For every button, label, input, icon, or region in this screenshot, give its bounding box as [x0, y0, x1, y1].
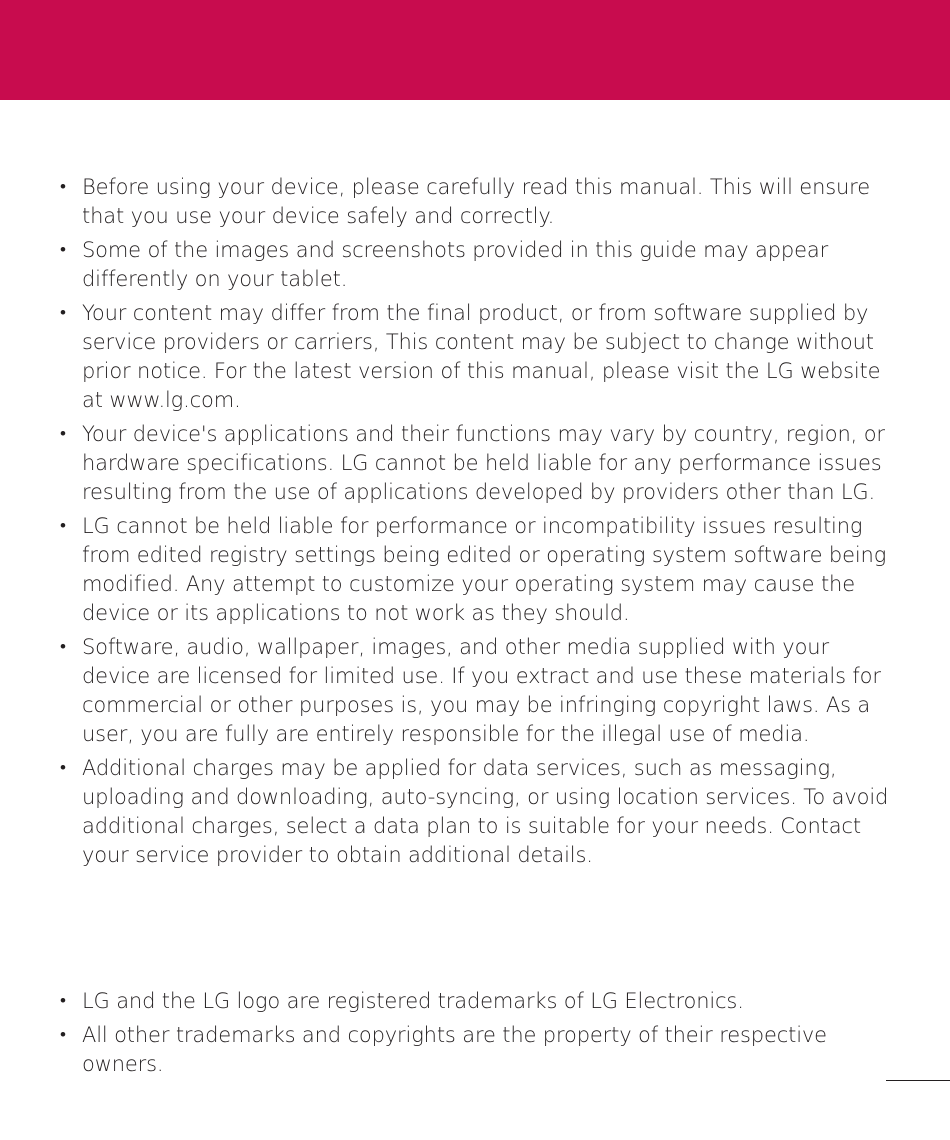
note-text: Your device's applications and their functions may vary by country, region, or hardware specifications. LG cannot be held liable for any performance issues resulting from the use of applications developed by providers other than LG.: [82, 422, 885, 504]
bullet-icon: •: [60, 991, 66, 1011]
list-item: [60, 754, 890, 870]
bullet-icon: •: [60, 240, 66, 260]
note-text: Your content may differ from the final product, or from software supplied by service providers or carriers, This content may be subject to change without prior notice. For the latest version of this manual, please visit the LG website at www.lg.com.: [82, 301, 881, 412]
header-band: [0, 0, 950, 100]
bullet-icon: •: [60, 424, 66, 444]
list-item: [60, 512, 890, 628]
note-text: Before using your device, please carefully read this manual. This will ensure that you use your device safely and correctly.: [82, 175, 870, 228]
note-text: Software, audio, wallpaper, images, and other media supplied with your device are licensed for limited use. If you extract and use these materials for commercial or other purposes is, you may be infringing copyright laws. As a user, you are fully are entirely responsible for the illegal use of media.: [82, 635, 881, 746]
bullet-icon: •: [60, 177, 66, 197]
list-item: [60, 987, 890, 1016]
list-item: [60, 1021, 890, 1079]
trademark-list: [60, 987, 890, 1084]
list-item: [60, 236, 890, 294]
trademark-text: All other trademarks and copyrights are the property of their respective owners.: [82, 1023, 827, 1076]
notes-list: [60, 173, 890, 875]
footer-rule: [886, 1080, 950, 1081]
list-item: [60, 633, 890, 749]
bullet-icon: •: [60, 1025, 66, 1045]
list-item: [60, 420, 890, 507]
note-text: Additional charges may be applied for data services, such as messaging, uploading and downloading, auto-syncing, or using location services. To avoid additional charges, select a data plan to is suitable for your needs. Contact your service provider to obtain additional details.: [82, 756, 889, 867]
bullet-icon: •: [60, 516, 66, 536]
list-item: [60, 173, 890, 231]
bullet-icon: •: [60, 637, 66, 657]
bullet-icon: •: [60, 303, 66, 323]
note-text: LG cannot be held liable for performance or incompatibility issues resulting from edited registry settings being edited or operating system software being modified. Any attempt to customize your operating system may cause the device or its applications to not work as they should.: [82, 514, 887, 625]
note-text: Some of the images and screenshots provided in this guide may appear differently on your tablet.: [82, 238, 829, 291]
trademark-text: LG and the LG logo are registered trademarks of LG Electronics.: [82, 989, 744, 1013]
list-item: [60, 299, 890, 415]
bullet-icon: •: [60, 758, 66, 778]
